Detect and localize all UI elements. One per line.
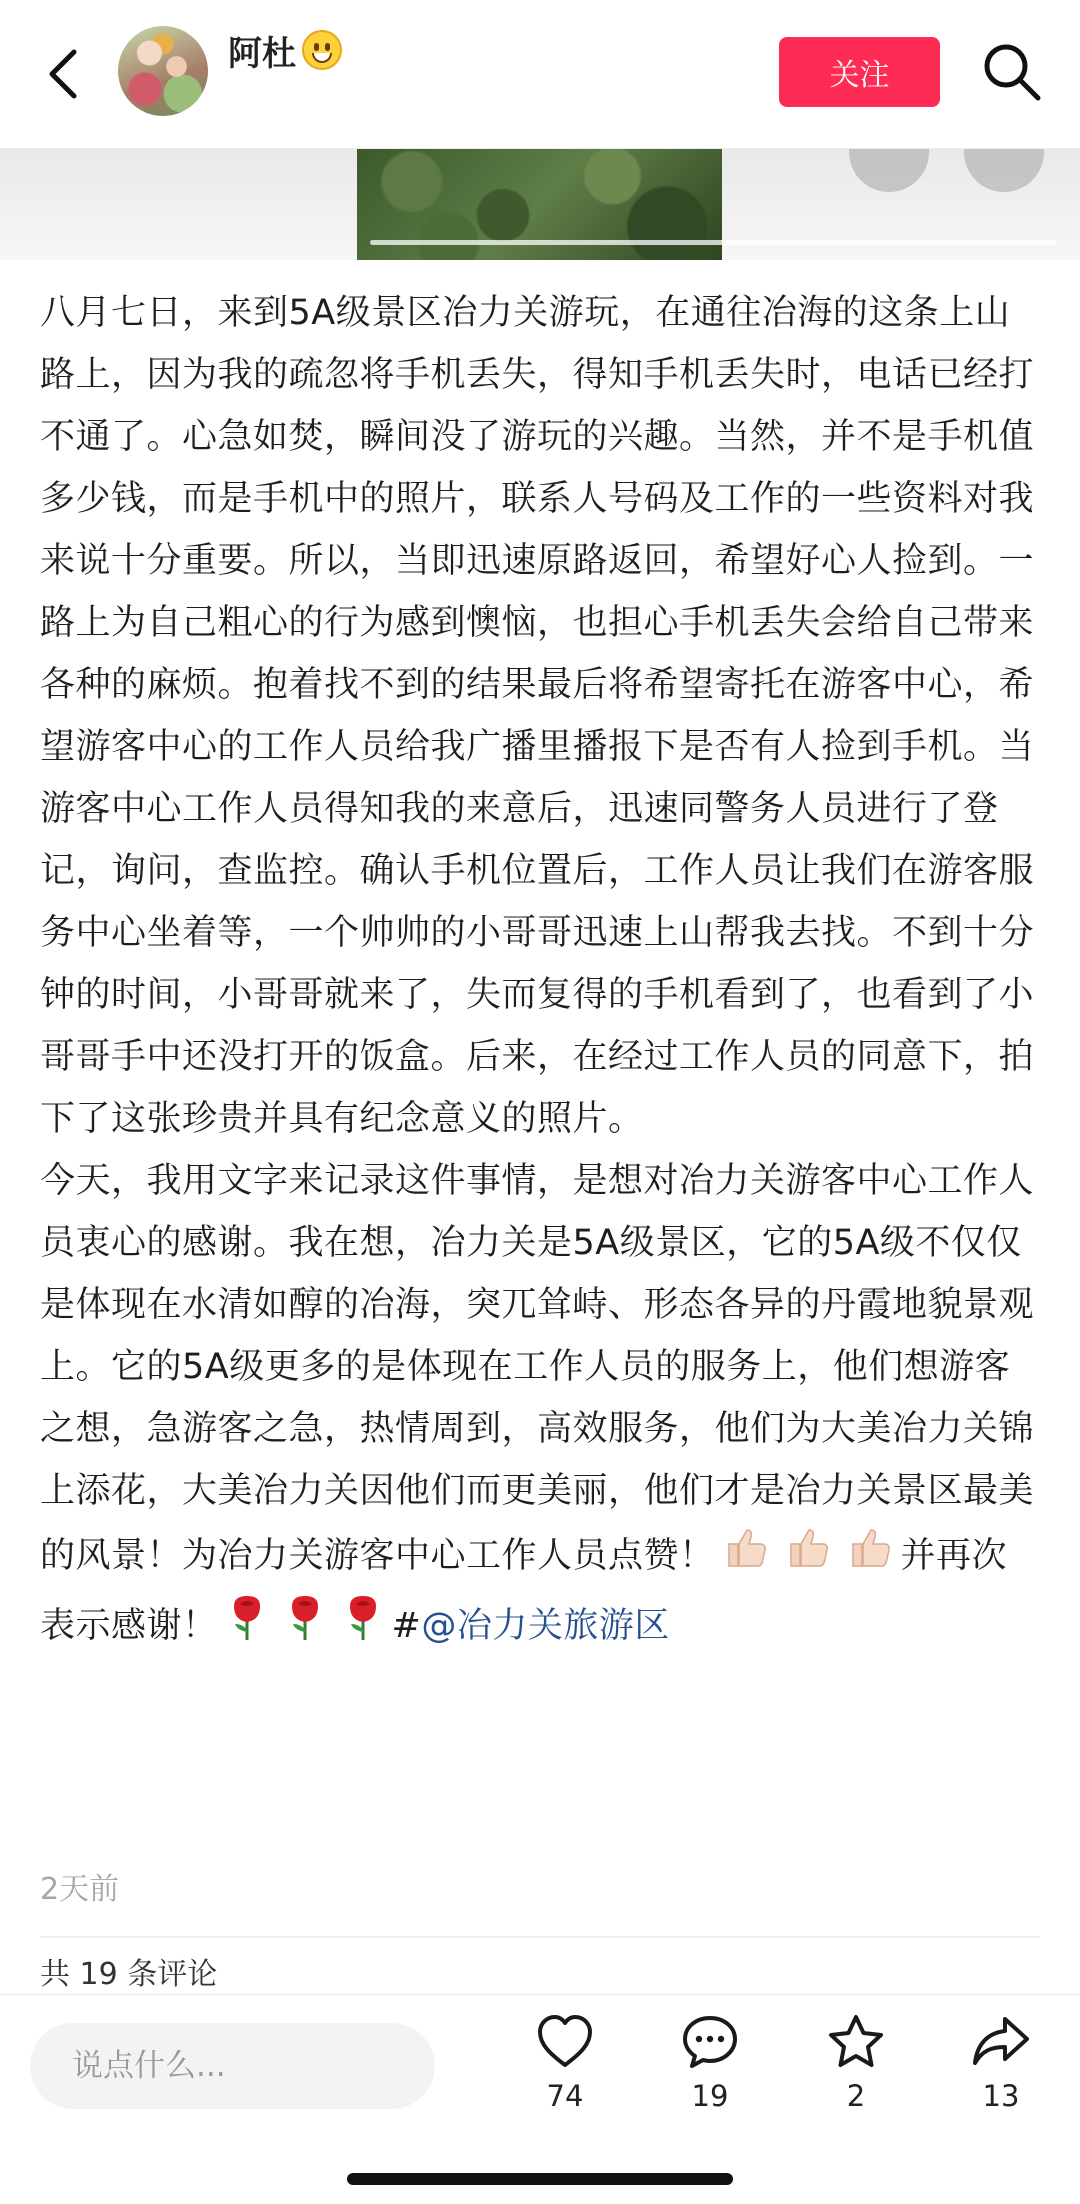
thumbs-up-emoji (845, 1522, 895, 1592)
comment-input[interactable] (30, 2023, 435, 2109)
favorite-button[interactable] (801, 2013, 911, 2113)
comment-count: 19 (691, 2079, 729, 2113)
favorite-count: 2 (846, 2079, 866, 2113)
avatar[interactable] (118, 26, 208, 116)
comment-icon (680, 2013, 740, 2071)
mention-link[interactable]: @冶力关旅游区 (421, 1606, 670, 1646)
top-bar (0, 0, 1080, 149)
like-count: 74 (546, 2079, 584, 2113)
search-button[interactable] (980, 40, 1044, 104)
share-button[interactable] (946, 2013, 1056, 2113)
post-paragraph-2 (40, 1150, 1040, 1662)
hashtag-mark: # (391, 1606, 422, 1646)
rose-emoji (224, 1592, 270, 1662)
rose-emoji (282, 1592, 328, 1662)
back-button[interactable] (38, 38, 98, 108)
grinning-face-emoji (302, 30, 342, 70)
thumbs-up-emoji (721, 1522, 771, 1592)
rose-emoji (340, 1592, 386, 1662)
post-paragraph-1: 八月七日，来到5A级景区冶力关游玩，在通往冶海的这条上山路上，因为我的疏忽将手机丢失，得知手机丢失时，电话已经打不通了。心急如焚，瞬间没了游玩的兴趣。当然，并不是手机值多少钱，而是手机中的照片，联系人号码及工作的一些资料对我来说十分重要。所以，当即迅速原路返回，希望好心人捡到。一路上为自己粗心的行为感到懊恼，也担心手机丢失会给自己带来各种的麻烦。抱着找不到的结果最后将希望寄托在游客中心，希望游客中心的工作人员给我广播里播报下是否有人捡到手机。当游客中心工作人员得知我的来意后，迅速同警务人员进行了登记，询问，查监控。确认手机位置后，工作人员让我们在游客服务中心坐着等，一个帅帅的小哥哥迅速上山帮我去找。不到十分钟的时间，小哥哥就来了，失而复得的手机看到了，也看到了小哥哥手中还没打开的饭盒。后来，在经过工作人员的同意下，拍下了这张珍贵并具有纪念意义的照片。 (40, 293, 1035, 1139)
post-closing-text: 并再次表示感谢！ (40, 1536, 1008, 1646)
thumbs-up-emoji (783, 1522, 833, 1592)
post-body (40, 282, 1040, 1662)
divider (40, 1936, 1040, 1938)
post-timestamp: 2天前 (40, 1872, 120, 1907)
heart-icon (535, 2013, 595, 2071)
back-arrow-icon (38, 38, 98, 108)
like-button[interactable] (510, 2013, 620, 2113)
search-icon (980, 40, 1044, 104)
star-icon (826, 2013, 886, 2071)
post-paragraph-2-text: 今天，我用文字来记录这件事情，是想对冶力关游客中心工作人员衷心的感谢。我在想，冶力关是5A级景区，它的5A级不仅仅是体现在水清如醇的冶海，突兀耸峙、形态各异的丹霞地貌景观上。它的5A级更多的是体现在工作人员的服务上，他们想游客之想，急游客之急，热情周到，高效服务，他们为大美冶力关锦上添花，大美冶力关因他们而更美丽，他们才是冶力关景区最美的风景！为冶力关游客中心工作人员点赞！ (40, 1161, 1035, 1576)
home-indicator[interactable] (347, 2173, 733, 2185)
image-progress-bar (370, 240, 1056, 245)
share-icon (971, 2013, 1031, 2071)
username[interactable]: 阿杜 (228, 34, 296, 74)
share-count: 13 (982, 2079, 1020, 2113)
comment-count-header (40, 1957, 218, 1992)
comment-count-text: 共 19 条评论 (40, 1957, 218, 1992)
follow-button[interactable]: 关注 (779, 37, 940, 107)
comment-button[interactable] (655, 2013, 765, 2113)
